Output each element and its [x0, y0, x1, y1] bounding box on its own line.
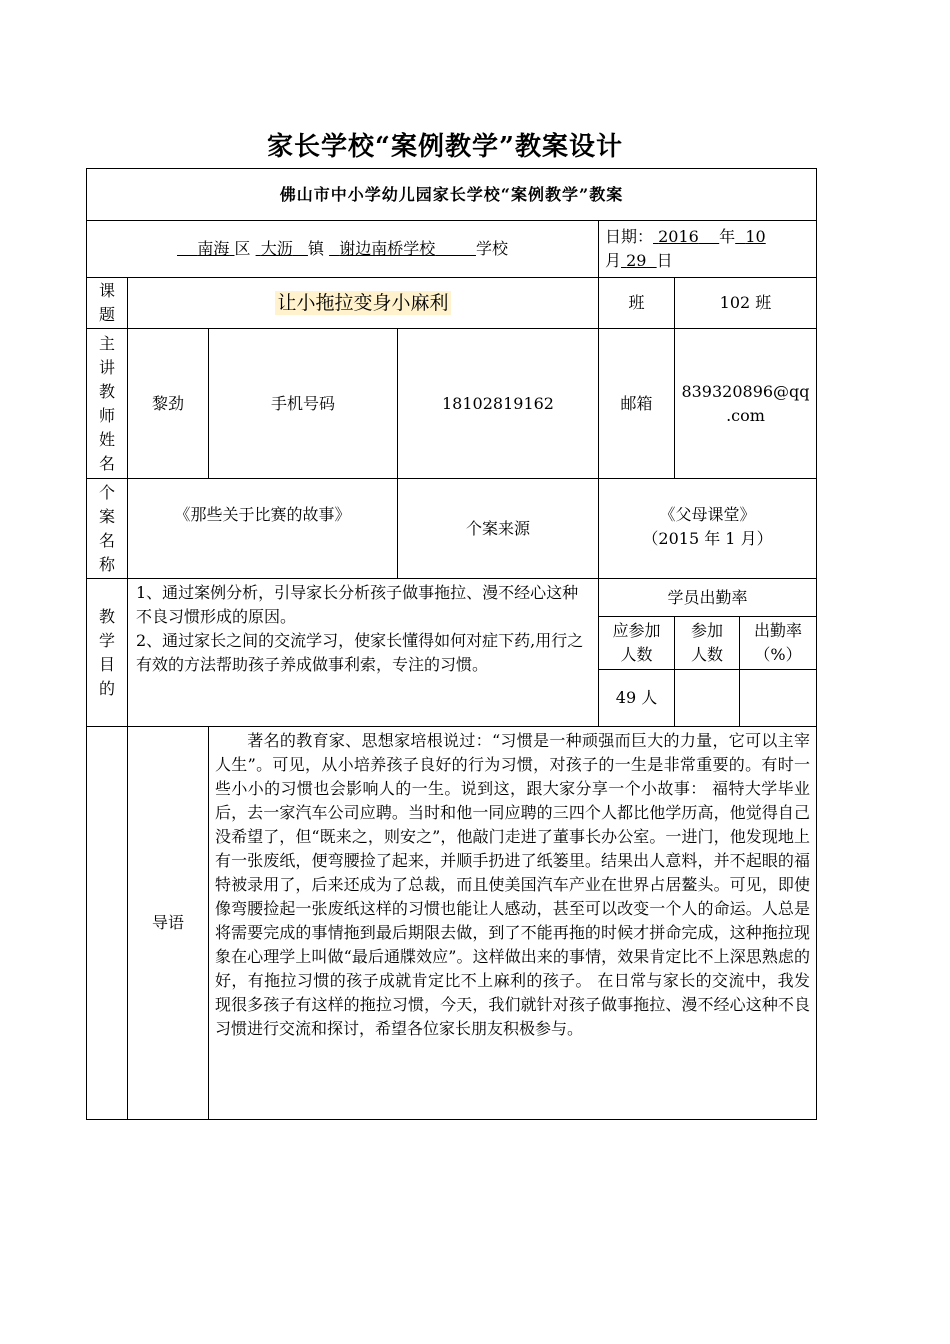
- case-source-label: 个案来源: [398, 479, 599, 579]
- objectives-label: 教 学 目 的: [87, 579, 128, 727]
- email-value: 839320896@qq .com: [675, 329, 817, 479]
- date-day-suffix: 日: [656, 251, 673, 270]
- school-suffix: 学校: [475, 239, 508, 258]
- attendance-header-expected: 应参加 人数: [599, 617, 675, 670]
- date-year: 2016: [658, 227, 699, 246]
- phone-value: 18102819162: [398, 329, 599, 479]
- date-cell: [599, 221, 817, 278]
- date-month-suffix: 月: [605, 251, 622, 270]
- attendance-title: 学员出勤率: [599, 579, 817, 617]
- document-title: 家长学校“案例教学”教案设计: [267, 132, 623, 162]
- district-value: 南海: [197, 239, 230, 258]
- teacher-label: 主 讲 教 师 姓 名: [87, 329, 128, 479]
- objectives-text: 1、通过案例分析，引导家长分析孩子做事拖拉、漫不经心这种不良习惯形成的原因。 2、通过家长之间的交流学习，使家长懂得如何对症下药,用行之有效的方法帮助孩子养成做事利索，专注的习惯。: [128, 579, 599, 727]
- case-source-value: 《父母课堂》 （2015 年 1 月）: [599, 479, 817, 579]
- topic-label: 课 题: [87, 278, 128, 329]
- attendance-rate-value: [740, 670, 817, 727]
- date-year-suffix: 年: [719, 227, 736, 246]
- district-suffix: 区: [234, 239, 251, 258]
- intro-blank-cell: [87, 727, 128, 1120]
- date-day: 29: [626, 251, 647, 270]
- intro-text: 著名的教育家、思想家培根说过：“习惯是一种顽强而巨大的力量，它可以主宰人生”。可见，从小培养孩子良好的行为习惯，对孩子的一生是非常重要的。有时一些小小的习惯也会影响人的一生。说到这，跟大家分享一个小故事： 福特大学毕业后，去一家汽车公司应聘。当时和他一同应聘的三四个人都比他学历高，他觉得自己没希望了，但“既来之，则安之”，他敲门走进了董事长办公室。一进门，他发现地上有一张废纸，便弯腰捡了起来，并顺手扔进了纸篓里。结果出人意料，并不起眼的福特被录用了，后来还成为了总裁，而且使美国汽车产业在世界占居鳌头。可见，即使像弯腰捡起一张废纸这样的习惯也能让人感动，甚至可以改变一个人的命运。人总是将需要完成的事情拖到最后期限去做，到了不能再拖的时候才拼命完成，这种拖拉现象在心理学上叫做“最后通牒效应”。这样做出来的事情，效果肯定比不上深思熟虑的好，有拖拉习惯的孩子成就肯定比不上麻利的孩子。 在日常与家长的交流中，我发现很多孩子有这样的拖拉习惯，今天，我们就针对孩子做事拖拉、漫不经心这种不良习惯进行交流和探讨，希望各位家长朋友积极参与。: [215, 731, 810, 1038]
- teacher-name: 黎劲: [128, 329, 209, 479]
- topic-value: 让小拖拉变身小麻利: [277, 291, 449, 314]
- attendance-header-actual: 参加 人数: [675, 617, 740, 670]
- date-label: 日期：: [605, 227, 654, 246]
- attendance-expected-value: 49 人: [599, 670, 675, 727]
- email-label: 邮箱: [599, 329, 675, 479]
- location-cell: [87, 221, 599, 278]
- school-title: 佛山市中小学幼儿园家长学校“案例教学”教案: [87, 169, 817, 221]
- case-label: 个 案 名 称: [87, 479, 128, 579]
- class-label: 班: [599, 278, 675, 329]
- attendance-actual-value: [675, 670, 740, 727]
- phone-label: 手机号码: [209, 329, 398, 479]
- attendance-header-rate: 出勤率 （%）: [740, 617, 817, 670]
- school-value: 谢边南桥学校: [339, 239, 436, 258]
- intro-label: 导语: [128, 727, 209, 1120]
- lesson-plan-table: [86, 168, 817, 1120]
- class-value: 102 班: [675, 278, 817, 329]
- date-month: 10: [745, 227, 766, 246]
- intro-cell: [209, 727, 817, 1120]
- town-value: 大沥: [260, 239, 293, 258]
- town-suffix: 镇: [307, 239, 324, 258]
- case-name: 《那些关于比赛的故事》: [128, 479, 398, 579]
